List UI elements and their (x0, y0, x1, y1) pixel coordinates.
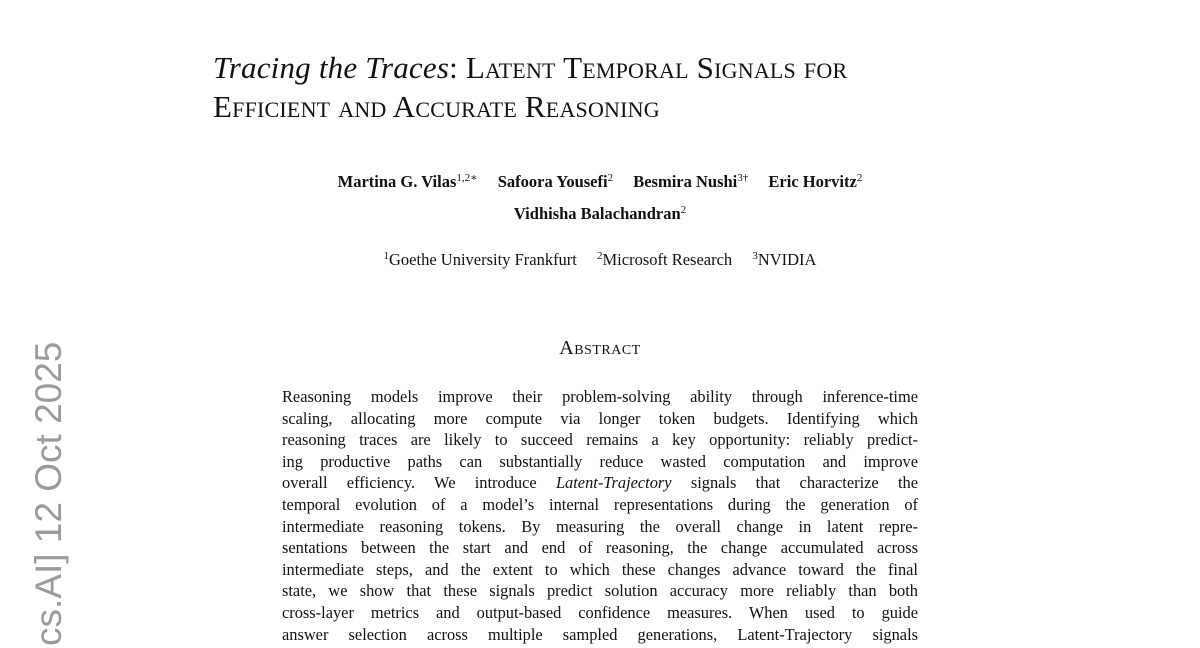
title-line-1 (213, 50, 847, 85)
paper-title (213, 48, 1033, 126)
author-affiliation-mark: 2 (856, 172, 863, 184)
author-name: Eric Horvitz (768, 172, 857, 191)
title-line-2: Efficient and Accurate Reasoning (213, 89, 660, 124)
affiliation (597, 250, 732, 269)
abstract-line: intermediate reasoning tokens. By measuring the overall change in latent repre- (282, 516, 918, 536)
author-list-line-1 (0, 171, 1200, 192)
abstract-line: scaling, allocating more compute via longer token budgets. Identifying which (282, 408, 918, 428)
author-affiliation-mark: 3† (737, 172, 749, 184)
author-name: Martina G. Vilas (337, 172, 457, 191)
author (633, 172, 748, 191)
author (498, 172, 613, 191)
abstract-line: ing productive paths can substantially reduce wasted computation and improve (282, 451, 918, 471)
author-affiliation-mark: 2 (607, 172, 614, 184)
author-name: Safoora Yousefi (497, 172, 608, 191)
abstract-line: reasoning traces are likely to succeed remains a key opportunity: reliably predict- (282, 430, 918, 450)
abstract-line: answer selection across multiple sampled generations, Latent-Trajectory signals (282, 624, 918, 644)
arxiv-stamp: cs.AI] 12 Oct 2025 (28, 341, 69, 646)
affiliation (384, 250, 577, 269)
abstract-line: cross-layer metrics and output-based confidence measures. When used to guide (282, 602, 918, 622)
affiliation-mark: 3 (752, 250, 758, 262)
author-name: Besmira Nushi (633, 172, 738, 191)
abstract-line: state, we show that these signals predict solution accuracy more reliably than both (282, 581, 918, 601)
author (768, 172, 862, 191)
abstract-line: intermediate steps, and the extent to which these changes advance toward the final (282, 559, 918, 579)
affiliations (0, 250, 1200, 270)
abstract-emphasis: Latent-Trajectory (555, 473, 672, 493)
abstract-line: temporal evolution of a model’s internal representations during the generation of (282, 494, 918, 514)
affiliation (752, 250, 816, 269)
author-list-line-2 (0, 204, 1200, 224)
title-rest-line-1: : Latent Temporal Signals for (449, 50, 848, 85)
abstract-text: signals that characterize the (671, 473, 918, 493)
title-italic-part: Tracing the Traces (213, 50, 450, 85)
abstract-text: overall efficiency. We introduce (282, 473, 556, 493)
author-affiliation-mark: 1,2∗ (456, 172, 478, 184)
affiliation-name: NVIDIA (757, 250, 817, 269)
abstract-body (282, 386, 918, 645)
author (514, 204, 686, 223)
affiliation-name: Goethe University Frankfurt (389, 250, 577, 269)
author-name: Vidhisha Balachandran (513, 204, 681, 223)
abstract-line (282, 472, 918, 494)
affiliation-name: Microsoft Research (602, 250, 733, 269)
abstract-heading: Abstract (559, 337, 641, 359)
abstract-line: sentations between the start and end of reasoning, the change accumulated across (282, 538, 918, 558)
author (338, 172, 478, 191)
author-affiliation-mark: 2 (680, 204, 687, 216)
abstract-line: Reasoning models improve their problem-solving ability through inference-time (282, 387, 918, 406)
affiliation-mark: 2 (597, 250, 603, 262)
affiliation-mark: 1 (383, 250, 390, 262)
